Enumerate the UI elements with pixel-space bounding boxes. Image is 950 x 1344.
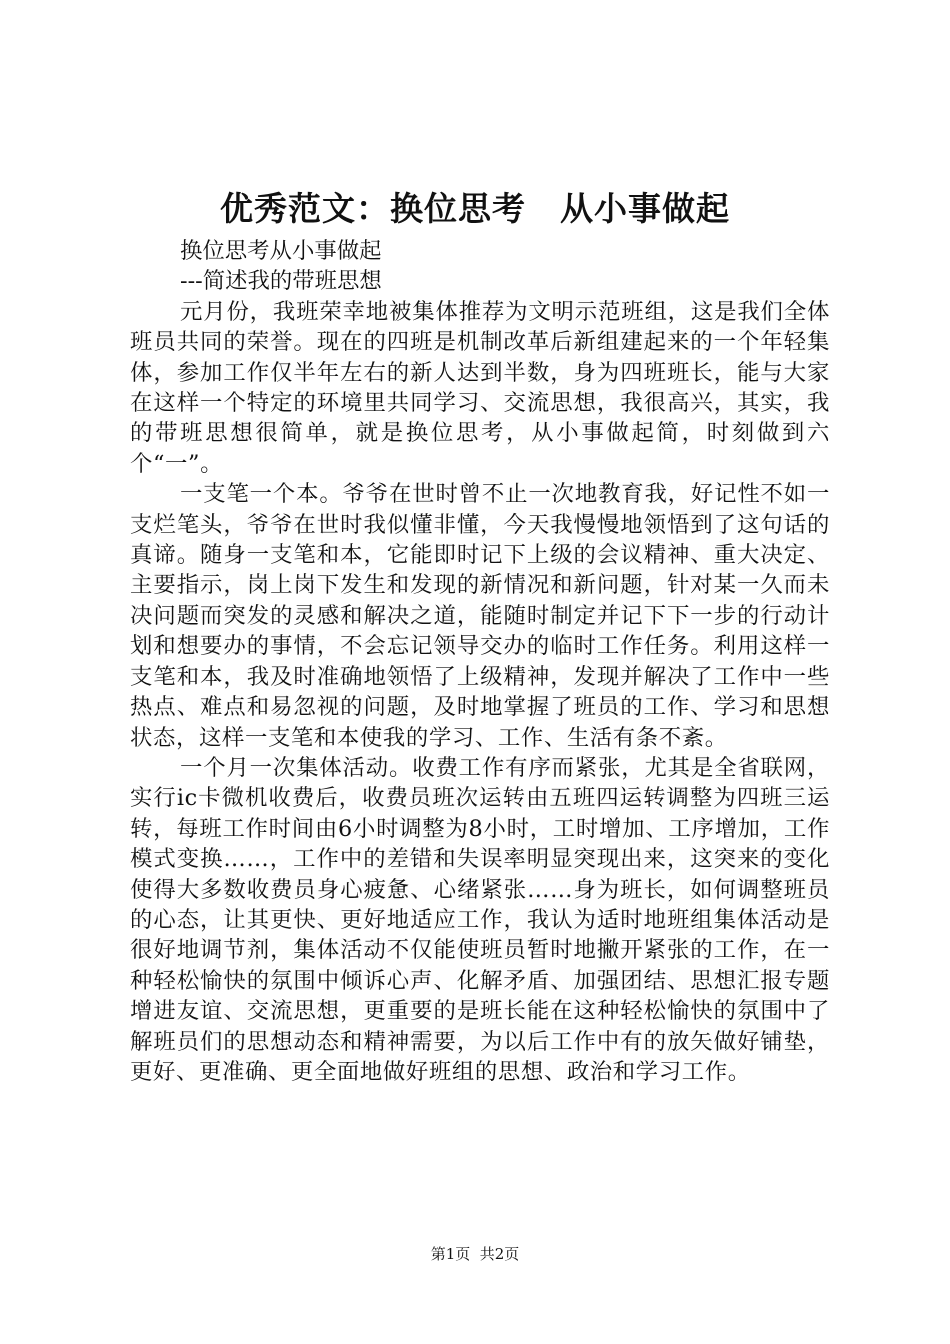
paragraph-monthly-activity: 一个月一次集体活动。收费工作有序而紧张，尤其是全省联网，实行ic卡微机收费后，收费员班次运转由五班四运转调整为四班三运转，每班工作时间由6小时调整为8小时，工时增加、工序增加，工作模式变换……，工作中的差错和失误率明显突现出来，这突来的变化使得大多数收费员身心疲惫、心绪紧张……身为班长，如何调整班员的心态，让其更快、更好地适应工作，我认为适时地班组集体活动是很好地调节剂，集体活动不仅能使班员暂时地撇开紧张的工作，在一种轻松愉快的氛围中倾诉心声、化解矛盾、加强团结、思想汇报专题增进友谊、交流思想，更重要的是班长能在这种轻松愉快的氛围中了解班员们的思想动态和精神需要，为以后工作中有的放矢做好铺垫，更好、更准确、更全面地做好班组的思想、政治和学习工作。 (130, 754, 830, 1085)
paragraph-intro: 元月份，我班荣幸地被集体推荐为文明示范班组，这是我们全体班员共同的荣誉。现在的四班是机制改革后新组建起来的一个年轻集体，参加工作仅半年左右的新人达到半数，身为四班班长，能与大家在这样一个特定的环境里共同学习、交流思想，我很高兴，其实，我的带班思想很简单，就是换位思考，从小事做起简，时刻做到六个“一”。 (130, 298, 830, 477)
document-subheading: ---简述我的带班思想 (180, 268, 382, 295)
document-subtitle: 换位思考从小事做起 (180, 238, 382, 264)
page-number-footer: 第1页 共2页 (430, 1245, 520, 1263)
document-body (130, 236, 830, 1087)
paragraph-pen-and-notebook: 一支笔一个本。爷爷在世时曾不止一次地教育我，好记性不如一支烂笔头，爷爷在世时我似懂非懂，今天我慢慢地领悟到了这句话的真谛。随身一支笔和本，它能即时记下上级的会议精神、重大决定、主要指示，岗上岗下发生和发现的新情况和新问题，针对某一久而未决问题而突发的灵感和解决之道，能随时制定并记下下一步的行动计划和想要办的事情，不会忘记领导交办的临时工作任务。利用这样一支笔和本，我及时准确地领悟了上级精神，发现并解决了工作中一些热点、难点和易忽视的问题，及时地掌握了班员的工作、学习和思想状态，这样一支笔和本使我的学习、工作、生活有条不紊。 (130, 481, 830, 751)
document-title: 优秀范文：换位思考 从小事做起 (220, 189, 730, 228)
